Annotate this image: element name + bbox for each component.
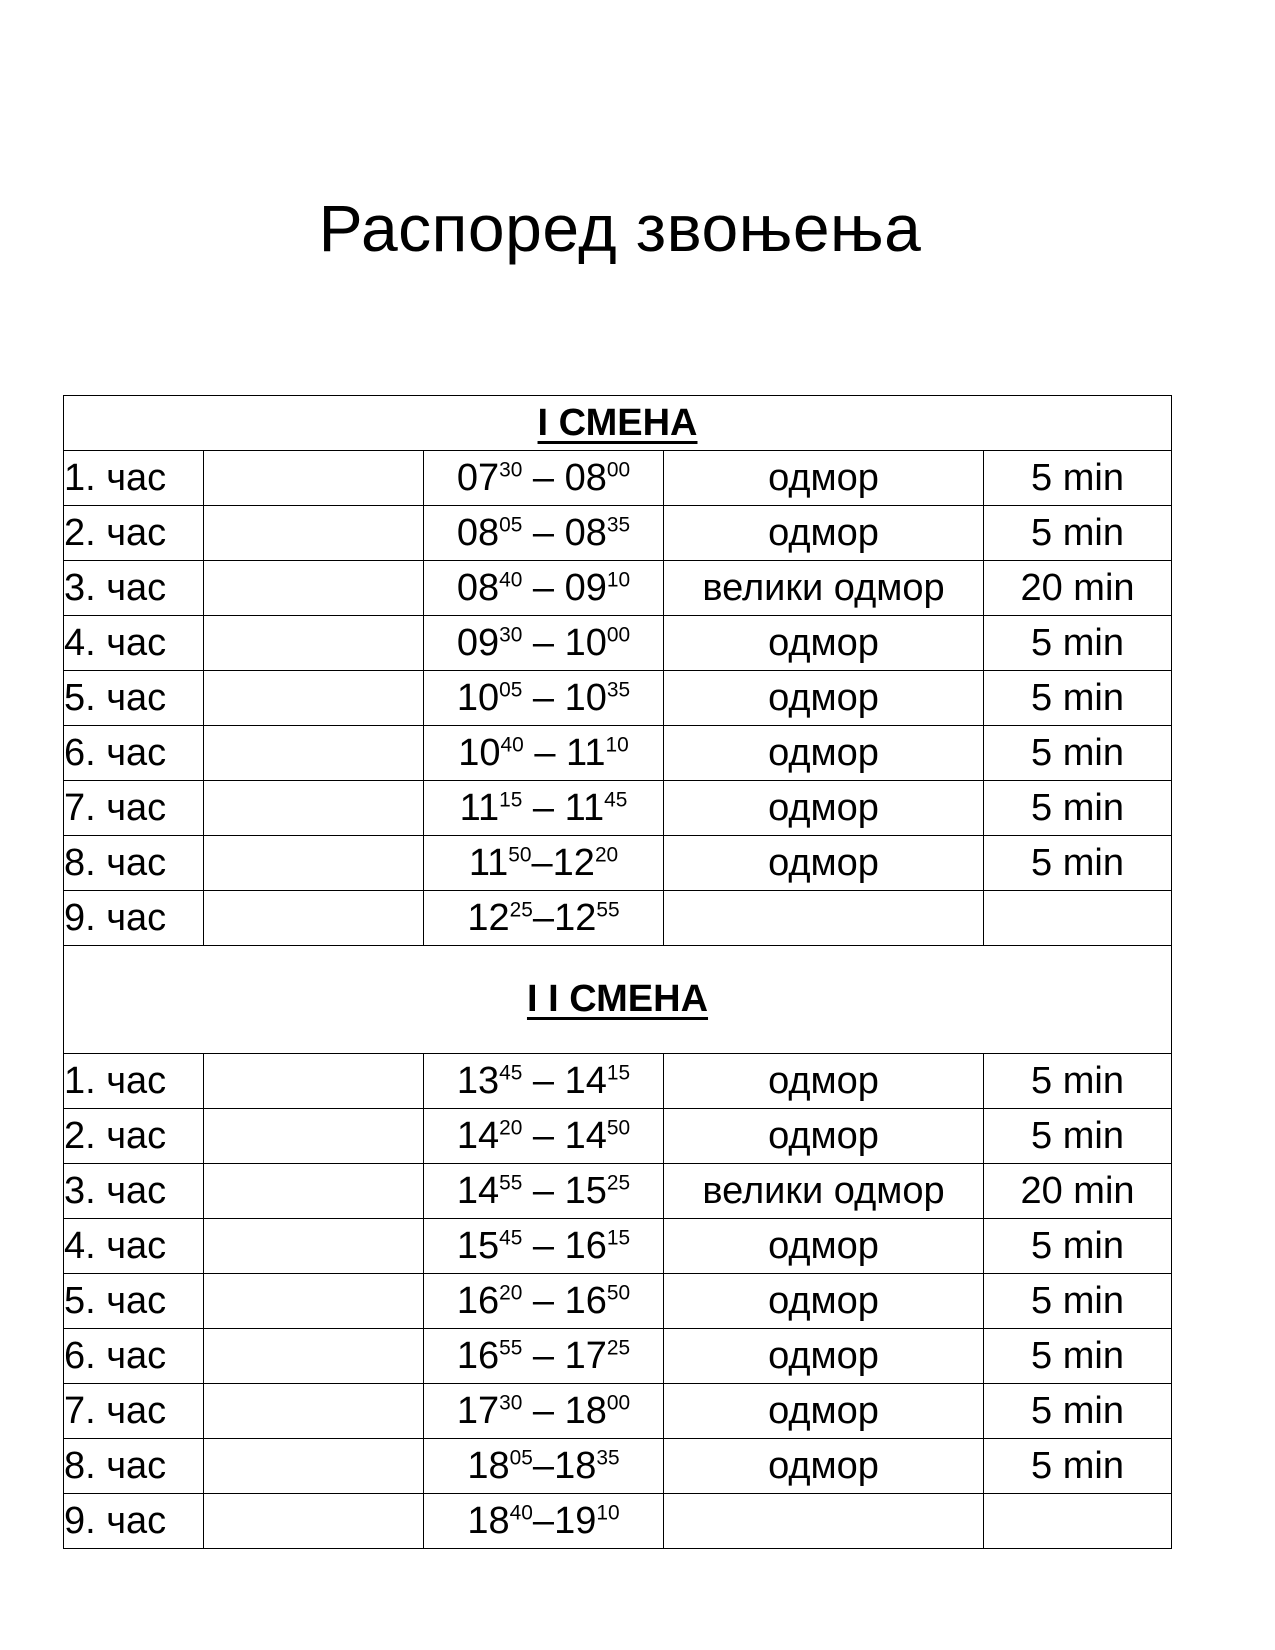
time-separator: – [522, 1114, 565, 1157]
empty-cell [204, 1164, 424, 1219]
empty-cell [204, 616, 424, 671]
start-hour: 18 [467, 1499, 510, 1542]
break-cell [664, 671, 984, 726]
lesson-label: 5. час [64, 676, 167, 719]
lesson-cell [64, 1219, 204, 1274]
time-separator: – [532, 896, 555, 939]
end-minute: 35 [606, 512, 631, 536]
start-minute: 30 [499, 1390, 523, 1414]
lesson-label: 2. час [64, 511, 167, 554]
start-minute: 15 [499, 787, 523, 811]
start-minute: 05 [499, 677, 523, 701]
duration-cell [984, 1439, 1172, 1494]
duration-label: 5 min [1031, 456, 1124, 499]
table-row [64, 451, 1172, 506]
break-label: велики одмор [702, 1169, 945, 1212]
time-separator: – [522, 786, 565, 829]
start-hour: 13 [456, 1059, 500, 1102]
time-cell [424, 1054, 664, 1109]
schedule-body [64, 396, 1172, 1549]
shift-heading-label: I I СМЕНА [526, 978, 709, 1020]
table-row [64, 561, 1172, 616]
start-minute: 20 [499, 1115, 523, 1139]
end-hour: 09 [564, 566, 607, 609]
time-separator: – [531, 841, 553, 884]
break-label: одмор [768, 1279, 879, 1322]
time-separator: – [522, 1059, 565, 1102]
empty-cell [204, 506, 424, 561]
end-hour: 12 [552, 841, 595, 884]
end-minute: 10 [605, 732, 629, 756]
time-separator: – [532, 1499, 555, 1542]
duration-label: 5 min [1031, 841, 1124, 884]
duration-cell [984, 1109, 1172, 1164]
lesson-cell [64, 1384, 204, 1439]
end-minute: 55 [596, 897, 620, 921]
lesson-label: 9. час [64, 1499, 167, 1542]
lesson-label: 4. час [64, 1224, 167, 1267]
duration-label: 5 min [1031, 511, 1124, 554]
lesson-cell [64, 1439, 204, 1494]
lesson-label: 1. час [64, 1059, 167, 1102]
lesson-cell [64, 1329, 204, 1384]
duration-label: 5 min [1031, 1444, 1124, 1487]
break-cell [664, 1219, 984, 1274]
end-minute: 15 [606, 1060, 631, 1084]
empty-cell [204, 561, 424, 616]
shift-heading-label: I СМЕНА [537, 401, 698, 444]
duration-label: 5 min [1031, 676, 1124, 719]
end-hour: 14 [564, 1059, 607, 1102]
time-cell [424, 1329, 664, 1384]
start-hour: 16 [456, 1279, 500, 1322]
table-row [64, 891, 1172, 946]
table-row [64, 1439, 1172, 1494]
time-cell [424, 1439, 664, 1494]
time-cell [424, 1384, 664, 1439]
duration-cell [984, 1384, 1172, 1439]
duration-cell [984, 451, 1172, 506]
start-hour: 11 [459, 786, 500, 829]
time-cell [424, 781, 664, 836]
break-cell [664, 1439, 984, 1494]
end-hour: 11 [566, 731, 606, 774]
duration-label: 5 min [1031, 1059, 1124, 1102]
time-separator: – [532, 1444, 555, 1487]
lesson-cell [64, 836, 204, 891]
lesson-label: 8. час [64, 1444, 167, 1487]
break-cell [664, 561, 984, 616]
empty-cell [204, 451, 424, 506]
duration-label: 5 min [1031, 1224, 1124, 1267]
end-minute: 00 [606, 1390, 631, 1414]
time-cell [424, 451, 664, 506]
end-minute: 10 [596, 1500, 620, 1524]
start-minute: 20 [499, 1280, 523, 1304]
duration-label: 5 min [1031, 731, 1124, 774]
end-minute: 10 [606, 567, 631, 591]
time-cell [424, 1219, 664, 1274]
break-cell [664, 836, 984, 891]
end-minute: 35 [606, 677, 631, 701]
empty-cell [204, 1384, 424, 1439]
lesson-label: 7. час [64, 1389, 167, 1432]
empty-cell [204, 836, 424, 891]
table-row [64, 506, 1172, 561]
lesson-cell [64, 1109, 204, 1164]
start-minute: 05 [499, 512, 523, 536]
start-hour: 12 [467, 896, 510, 939]
table-row [64, 1109, 1172, 1164]
duration-cell [984, 1164, 1172, 1219]
time-separator: – [522, 676, 565, 719]
end-hour: 16 [564, 1224, 607, 1267]
time-cell [424, 726, 664, 781]
time-cell [424, 1164, 664, 1219]
duration-label: 20 min [1020, 1169, 1135, 1212]
break-label: одмор [768, 786, 879, 829]
start-minute: 55 [499, 1170, 523, 1194]
end-hour: 10 [564, 676, 607, 719]
end-minute: 35 [596, 1445, 620, 1469]
lesson-cell [64, 891, 204, 946]
break-cell [664, 891, 984, 946]
table-row [64, 1219, 1172, 1274]
duration-cell [984, 561, 1172, 616]
time-separator: – [523, 731, 567, 774]
end-minute: 25 [606, 1335, 631, 1359]
duration-label: 5 min [1031, 1114, 1124, 1157]
table-row [64, 726, 1172, 781]
end-hour: 17 [564, 1334, 607, 1377]
lesson-label: 7. час [64, 786, 167, 829]
time-separator: – [522, 621, 565, 664]
page-title: Распоред звоњења [318, 191, 922, 265]
lesson-label: 5. час [64, 1279, 167, 1322]
end-minute: 45 [604, 787, 628, 811]
break-label: одмор [768, 1389, 879, 1432]
end-hour: 12 [554, 896, 597, 939]
break-label: одмор [768, 1444, 879, 1487]
duration-label: 5 min [1031, 1389, 1124, 1432]
table-row [64, 781, 1172, 836]
break-label: одмор [768, 456, 879, 499]
break-cell [664, 781, 984, 836]
lesson-label: 9. час [64, 896, 167, 939]
duration-cell [984, 616, 1172, 671]
start-hour: 17 [456, 1389, 500, 1432]
break-cell [664, 451, 984, 506]
break-cell [664, 1164, 984, 1219]
start-minute: 40 [500, 732, 524, 756]
end-hour: 15 [564, 1169, 607, 1212]
lesson-cell [64, 781, 204, 836]
shift-heading [64, 946, 1172, 1054]
break-label: одмор [768, 676, 879, 719]
break-cell [664, 726, 984, 781]
table-row [64, 1384, 1172, 1439]
lesson-label: 6. час [64, 731, 167, 774]
start-hour: 10 [458, 731, 501, 774]
time-cell [424, 1274, 664, 1329]
start-hour: 11 [468, 841, 509, 884]
empty-cell [204, 1494, 424, 1549]
shift-heading [64, 396, 1172, 451]
lesson-cell [64, 506, 204, 561]
time-cell [424, 836, 664, 891]
empty-cell [204, 891, 424, 946]
table-row [64, 1054, 1172, 1109]
end-hour: 10 [564, 621, 607, 664]
lesson-cell [64, 561, 204, 616]
start-hour: 14 [456, 1169, 500, 1212]
break-cell [664, 1054, 984, 1109]
duration-cell [984, 726, 1172, 781]
lesson-label: 4. час [64, 621, 167, 664]
break-cell [664, 616, 984, 671]
duration-cell [984, 836, 1172, 891]
lesson-label: 2. час [64, 1114, 167, 1157]
break-cell [664, 1109, 984, 1164]
table-row [64, 616, 1172, 671]
duration-label: 5 min [1031, 786, 1124, 829]
end-minute: 50 [606, 1115, 631, 1139]
break-label: одмор [768, 841, 879, 884]
end-hour: 08 [564, 456, 607, 499]
end-hour: 18 [564, 1389, 607, 1432]
start-minute: 55 [499, 1335, 523, 1359]
end-minute: 20 [594, 842, 619, 866]
lesson-label: 3. час [64, 1169, 167, 1212]
duration-cell [984, 671, 1172, 726]
time-separator: – [522, 1224, 565, 1267]
lesson-label: 8. час [64, 841, 167, 884]
lesson-cell [64, 1054, 204, 1109]
time-cell [424, 616, 664, 671]
lesson-cell [64, 1274, 204, 1329]
break-label: одмор [768, 1114, 879, 1157]
duration-label: 5 min [1031, 1334, 1124, 1377]
end-minute: 00 [606, 622, 631, 646]
empty-cell [204, 1219, 424, 1274]
time-separator: – [522, 1389, 565, 1432]
start-minute: 50 [508, 842, 532, 866]
end-minute: 00 [606, 457, 631, 481]
time-separator: – [522, 566, 565, 609]
break-cell [664, 1384, 984, 1439]
start-minute: 40 [509, 1500, 533, 1524]
time-separator: – [522, 511, 565, 554]
start-hour: 14 [456, 1114, 500, 1157]
end-hour: 19 [554, 1499, 597, 1542]
start-hour: 08 [456, 566, 500, 609]
lesson-label: 6. час [64, 1334, 167, 1377]
start-hour: 09 [456, 621, 500, 664]
break-label: одмор [768, 731, 879, 774]
end-minute: 25 [606, 1170, 631, 1194]
break-label: одмор [768, 1224, 879, 1267]
shift-heading-row [64, 396, 1172, 451]
lesson-cell [64, 1164, 204, 1219]
time-cell [424, 1494, 664, 1549]
empty-cell [204, 1109, 424, 1164]
end-minute: 15 [606, 1225, 631, 1249]
break-label: велики одмор [702, 566, 945, 609]
start-minute: 40 [499, 567, 523, 591]
break-cell [664, 1494, 984, 1549]
start-minute: 45 [499, 1060, 523, 1084]
end-minute: 50 [606, 1280, 631, 1304]
time-separator: – [522, 1279, 565, 1322]
lesson-cell [64, 616, 204, 671]
empty-cell [204, 1274, 424, 1329]
time-separator: – [522, 456, 565, 499]
end-hour: 18 [554, 1444, 597, 1487]
break-label: одмор [768, 1334, 879, 1377]
start-hour: 15 [456, 1224, 500, 1267]
time-separator: – [522, 1169, 565, 1212]
duration-label: 20 min [1020, 566, 1135, 609]
duration-cell [984, 506, 1172, 561]
start-minute: 30 [499, 457, 523, 481]
break-label: одмор [768, 511, 879, 554]
lesson-cell [64, 451, 204, 506]
lesson-label: 1. час [64, 456, 167, 499]
duration-cell [984, 891, 1172, 946]
lesson-cell [64, 726, 204, 781]
duration-cell [984, 1054, 1172, 1109]
table-row [64, 1494, 1172, 1549]
start-hour: 18 [467, 1444, 510, 1487]
lesson-cell [64, 1494, 204, 1549]
table-row [64, 836, 1172, 891]
break-cell [664, 1274, 984, 1329]
bell-schedule-table [63, 395, 1172, 1549]
time-cell [424, 671, 664, 726]
duration-cell [984, 1494, 1172, 1549]
break-cell [664, 506, 984, 561]
duration-cell [984, 1274, 1172, 1329]
break-label: одмор [768, 621, 879, 664]
duration-label: 5 min [1031, 621, 1124, 664]
empty-cell [204, 726, 424, 781]
start-hour: 16 [456, 1334, 500, 1377]
break-cell [664, 1329, 984, 1384]
table-row [64, 1164, 1172, 1219]
table-row [64, 1329, 1172, 1384]
time-cell [424, 561, 664, 616]
end-hour: 11 [564, 786, 605, 829]
time-cell [424, 891, 664, 946]
duration-cell [984, 1219, 1172, 1274]
start-hour: 10 [456, 676, 500, 719]
table-row [64, 671, 1172, 726]
duration-label: 5 min [1031, 1279, 1124, 1322]
empty-cell [204, 671, 424, 726]
start-minute: 05 [509, 1445, 533, 1469]
start-minute: 30 [499, 622, 523, 646]
start-minute: 45 [499, 1225, 523, 1249]
start-minute: 25 [509, 897, 533, 921]
end-hour: 16 [564, 1279, 607, 1322]
start-hour: 08 [456, 511, 500, 554]
time-cell [424, 506, 664, 561]
table-row [64, 1274, 1172, 1329]
break-label: одмор [768, 1059, 879, 1102]
empty-cell [204, 781, 424, 836]
end-hour: 14 [564, 1114, 607, 1157]
empty-cell [204, 1329, 424, 1384]
duration-cell [984, 1329, 1172, 1384]
lesson-label: 3. час [64, 566, 167, 609]
empty-cell [204, 1054, 424, 1109]
empty-cell [204, 1439, 424, 1494]
time-cell [424, 1109, 664, 1164]
shift-heading-row [64, 946, 1172, 1054]
time-separator: – [522, 1334, 565, 1377]
duration-cell [984, 781, 1172, 836]
end-hour: 08 [564, 511, 607, 554]
lesson-cell [64, 671, 204, 726]
start-hour: 07 [456, 456, 500, 499]
